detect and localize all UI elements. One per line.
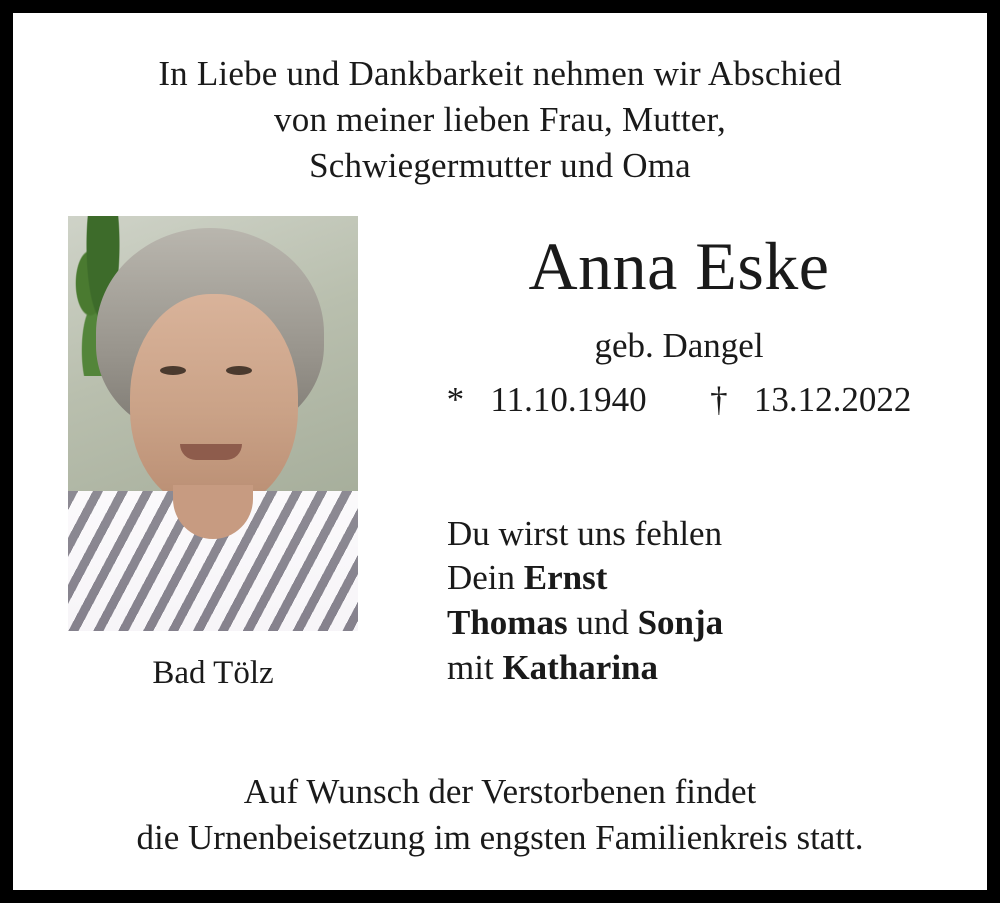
right-eye-shape	[226, 366, 252, 375]
farewell-line-4-prefix: mit	[447, 647, 503, 687]
city-label: Bad Tölz	[152, 654, 274, 691]
portrait-photo	[68, 216, 358, 631]
farewell-line-4	[447, 646, 957, 691]
deceased-name: Anna Eske	[528, 227, 830, 304]
blouse-shape	[68, 491, 358, 631]
life-dates	[401, 380, 957, 420]
mourner-thomas: Thomas	[447, 603, 568, 643]
farewell-line-1: Du wirst uns fehlen	[447, 513, 723, 553]
footer-line-2: die Urnenbeisetzung im engsten Familienkreis statt.	[136, 817, 864, 857]
birth-symbol: *	[446, 379, 465, 419]
main-content	[43, 216, 957, 692]
intro-line-2: von meiner lieben Frau, Mutter,	[274, 100, 726, 140]
photo-column	[43, 216, 383, 692]
birth-date: 11.10.1940	[490, 379, 647, 419]
footer-line-1: Auf Wunsch der Verstorbenen findet	[243, 772, 757, 811]
mouth-shape	[180, 444, 242, 460]
face-shape	[130, 294, 298, 509]
intro-line-3: Schwiegermutter und Oma	[309, 146, 691, 186]
intro-line-1: In Liebe und Dankbarkeit nehmen wir Abschied	[158, 54, 842, 93]
footer-text	[43, 769, 957, 870]
left-eye-shape	[160, 366, 186, 375]
farewell-text	[401, 512, 957, 691]
farewell-line-3	[447, 601, 957, 646]
death-symbol: †	[710, 379, 728, 419]
maiden-name: geb. Dangel	[594, 325, 764, 365]
mourner-katharina: Katharina	[502, 647, 659, 687]
text-column	[383, 216, 957, 691]
intro-text	[43, 51, 957, 190]
mourner-sonja: Sonja	[637, 603, 724, 643]
farewell-line-2-prefix: Dein	[447, 558, 524, 598]
death-date: 13.12.2022	[753, 379, 912, 419]
farewell-line-2	[447, 556, 957, 601]
farewell-line-3-mid: und	[567, 603, 638, 643]
mourner-ernst: Ernst	[523, 558, 608, 598]
